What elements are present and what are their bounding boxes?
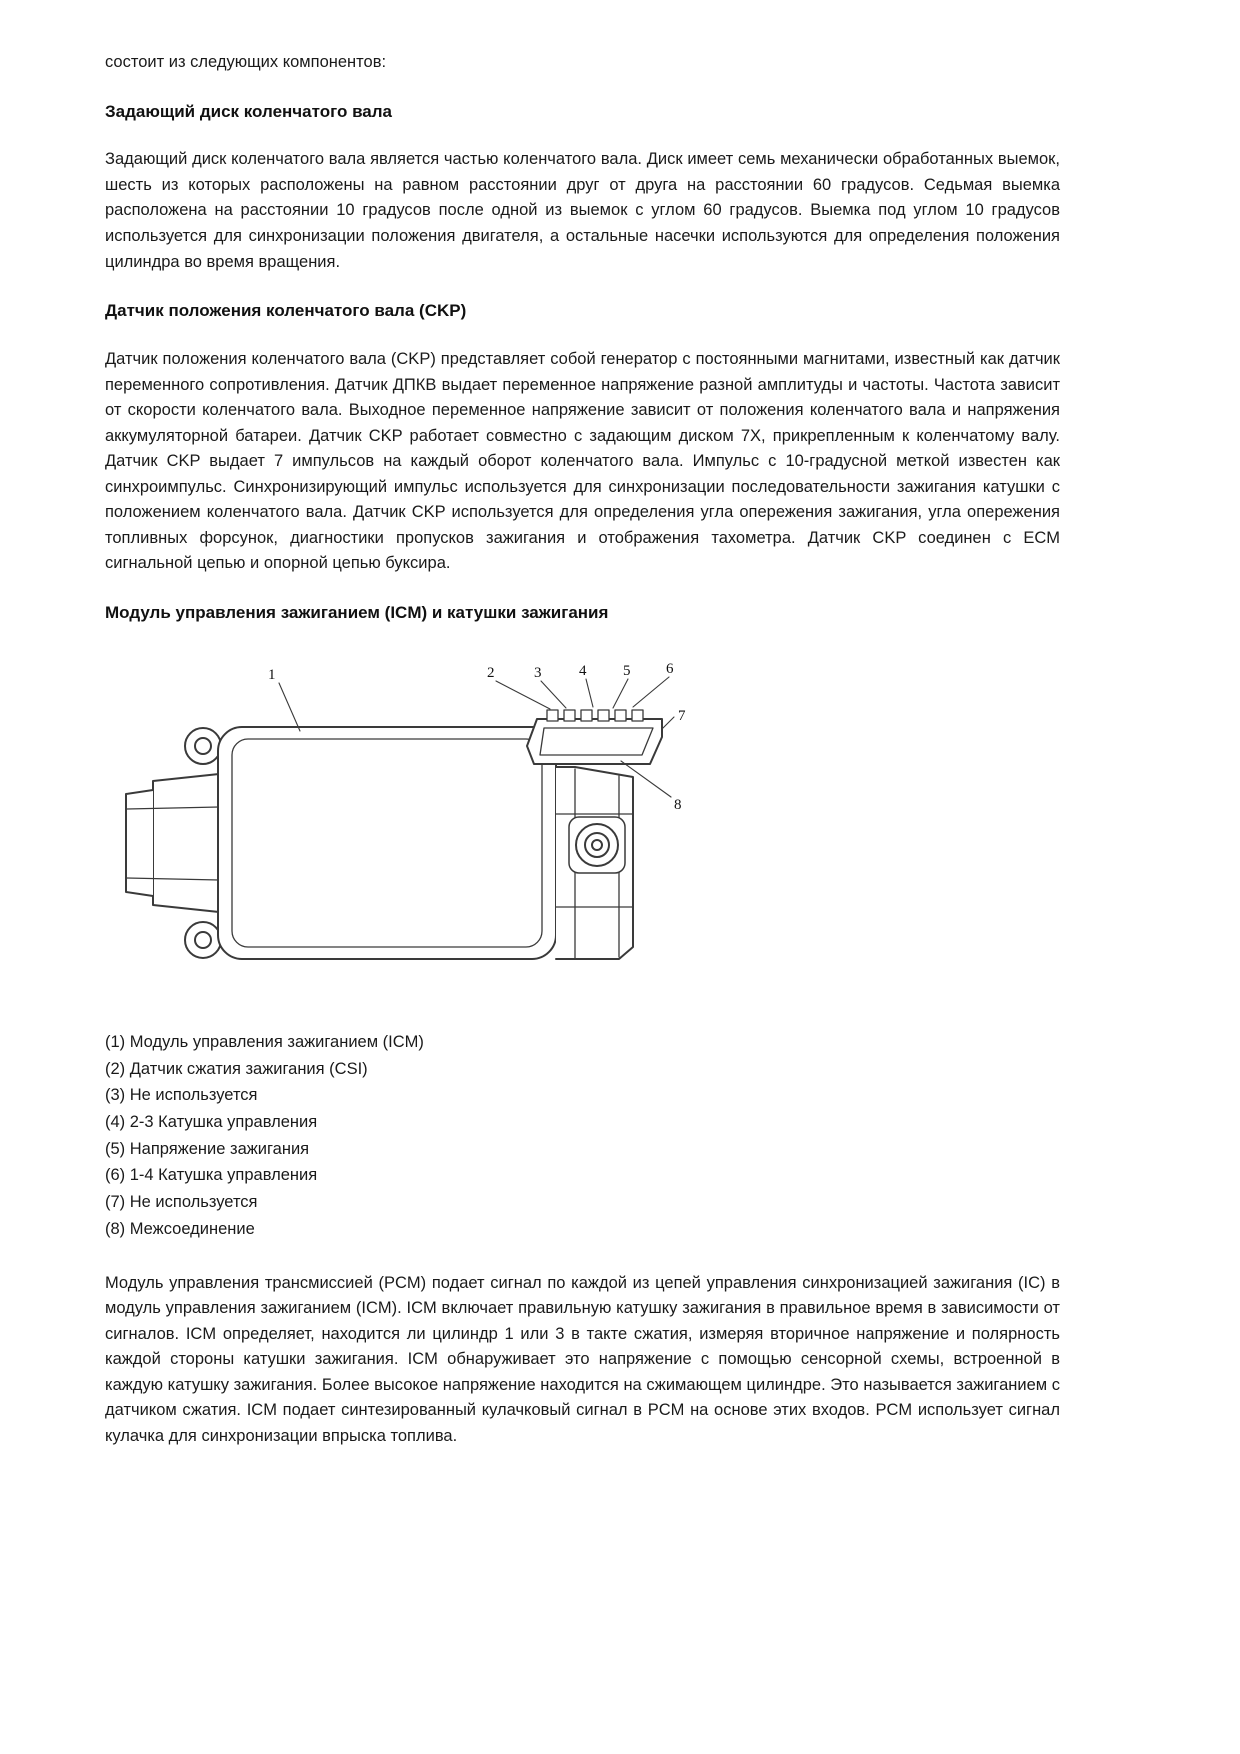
ckp-sensor-paragraph: Датчик положения коленчатого вала (CKP) представляет собой генератор с постоянными магнитами, известный как датчик переменного сопротивления. Датчик ДПКВ выдает переменное напряжение разной амплитуды и частоты. Частота зависит от скорости коленчатого вала. Выходное переменное напряжение зависит от положения коленчатого вала и напряжения аккумуляторной батареи. Датчик CKP работает совместно с задающим диском 7X, прикрепленным к коленчатому валу. Датчик CKP выдает 7 импульсов на каждый оборот коленчатого вала. Импульс с 10-градусной меткой известен как синхроимпульс. Синхронизирующий импульс используется для синхронизации последовательности зажигания катушки с положением коленчатого вала. Датчик CKP используется для определения угла опережения зажигания, угла опережения топливных форсунок, диагностики пропусков зажигания и отображения тахометра. Датчик CKP соединен с ECM сигнальной цепью и опорной цепью буксира.: [105, 349, 1060, 573]
heading-icm-coils: Модуль управления зажиганием (ICM) и катушки зажигания: [105, 603, 609, 623]
mounting-ear-top: [185, 728, 221, 764]
legend-item-4: (4) 2-3 Катушка управления: [105, 1112, 318, 1131]
diagram-callout-5: 5: [623, 662, 631, 679]
reluctor-disk-paragraph: Задающий диск коленчатого вала является частью коленчатого вала. Диск имеет семь механически обработанных выемок, шесть из которых расположены на равном расстоянии друг от друга на расстоянии 60 градусов. Седьмая выемка расположена на расстоянии 10 градусов после одной из выемок с углом 60 градусов. Выемка под углом 10 градусов используется для синхронизации положения двигателя, а остальные насечки используются для определения положения цилиндра во время вращения.: [105, 150, 1060, 271]
heading-reluctor-disk: Задающий диск коленчатого вала: [105, 101, 393, 121]
harness-connector: [126, 774, 219, 912]
legend-item-7: (7) Не используется: [105, 1193, 258, 1212]
mounting-bracket: [556, 767, 633, 959]
diagram-callout-8: 8: [674, 796, 682, 813]
top-connector: [527, 710, 662, 764]
intro-text: состоит из следующих компонентов:: [105, 53, 387, 71]
heading-ckp-sensor: Датчик положения коленчатого вала (CKP): [105, 301, 467, 321]
icm-module-drawing: [113, 649, 703, 999]
pcm-icm-paragraph: Модуль управления трансмиссией (PCM) подает сигнал по каждой из цепей управления синхронизацией зажигания (IC) в модуль управления зажиганием (ICM). ICM включает правильную катушку зажигания в правильное время в зависимости от сигналов. ICM определяет, находится ли цилиндр 1 или 3 в такте сжатия, измеряя вторичное напряжение и полярность каждой стороны катушки зажигания. ICM обнаруживает это напряжение с помощью сенсорной схемы, встроенной в каждую катушку зажигания. Более высокое напряжение находится на сжимающем цилиндре. Это называется зажиганием с датчиком сжатия. ICM подает синтезированный кулачковый сигнал в PCM на основе этих входов. PCM использует сигнал кулачка для синхронизации впрыска топлива.: [105, 1273, 1060, 1445]
diagram-legend: [105, 1029, 1060, 1243]
diagram-callout-2: 2: [487, 664, 495, 681]
legend-item-6: (6) 1-4 Катушка управления: [105, 1166, 318, 1185]
legend-item-3: (3) Не используется: [105, 1086, 258, 1105]
diagram-callout-4: 4: [579, 662, 587, 679]
icm-module-diagram: [113, 649, 1060, 999]
icm-body: [218, 727, 556, 959]
legend-item-2: (2) Датчик сжатия зажигания (CSI): [105, 1059, 368, 1078]
legend-item-1: (1) Модуль управления зажиганием (ICM): [105, 1032, 424, 1051]
legend-item-5: (5) Напряжение зажигания: [105, 1139, 310, 1158]
mounting-ear-bottom: [185, 922, 221, 958]
diagram-callout-1: 1: [268, 666, 276, 683]
diagram-callout-7: 7: [678, 707, 686, 724]
diagram-callout-6: 6: [666, 660, 674, 677]
diagram-callout-3: 3: [534, 664, 542, 681]
legend-item-8: (8) Межсоединение: [105, 1219, 255, 1238]
